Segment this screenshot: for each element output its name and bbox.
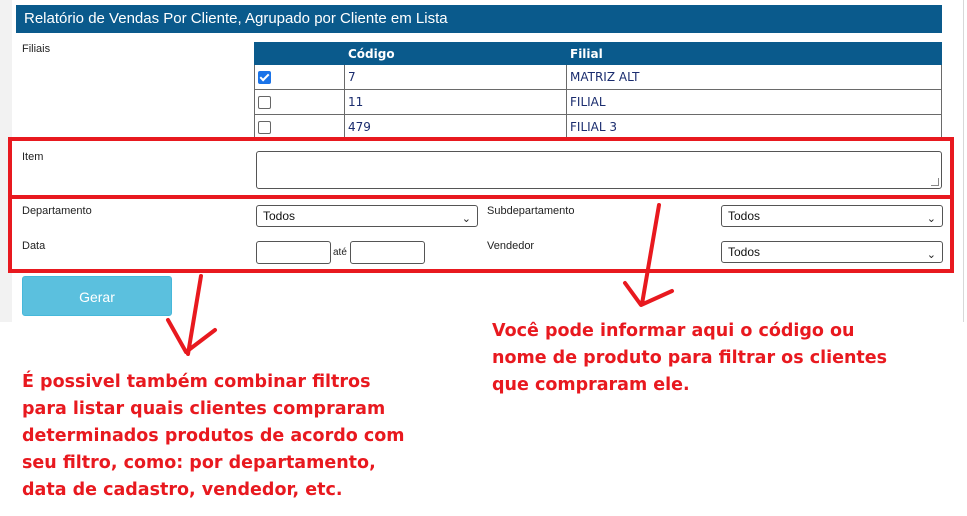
item-annotation — [492, 318, 887, 399]
chevron-down-icon: ⌄ — [461, 213, 471, 225]
codigo-cell: 7 — [345, 65, 567, 90]
item-annotation-line: nome de produto para filtrar os clientes — [492, 348, 888, 368]
filial-cell: FILIAL 3 — [567, 115, 942, 140]
report-title: Relatório de Vendas Por Cliente, Agrupado por Cliente em Lista — [16, 5, 942, 33]
gerar-button[interactable]: Gerar — [22, 276, 172, 316]
subdepartamento-value: Todos — [728, 209, 761, 223]
filial-cell: MATRIZ ALT — [567, 65, 942, 90]
arrow-line-right — [642, 205, 659, 304]
filters-annotation-line: É possivel também combinar filtros — [22, 372, 371, 392]
item-annotation-line: Você pode informar aqui o código ou — [492, 321, 855, 341]
data-label: Data — [22, 240, 46, 252]
filial-cell: FILIAL — [567, 90, 942, 115]
filters-annotation-line: determinados produtos de acordo com — [22, 426, 405, 446]
chevron-down-icon: ⌄ — [926, 213, 936, 225]
departamento-value: Todos — [263, 209, 296, 223]
chevron-down-icon: ⌄ — [926, 249, 936, 261]
header-codigo: Código — [345, 43, 567, 65]
arrow-head-right — [625, 283, 672, 305]
vendedor-label: Vendedor — [487, 240, 535, 252]
data-separator: até — [333, 247, 347, 258]
header-filial: Filial — [567, 43, 942, 65]
filters-annotation — [22, 369, 404, 504]
subdepartamento-label: Subdepartamento — [487, 205, 575, 217]
filters-annotation-line: seu filtro, como: por departamento, — [22, 453, 376, 473]
codigo-cell: 479 — [345, 115, 567, 140]
filters-annotation-line: para listar quais clientes compraram — [22, 399, 386, 419]
departamento-label: Departamento — [22, 205, 92, 217]
filiais-label: Filiais — [22, 43, 51, 55]
vendedor-value: Todos — [728, 245, 761, 259]
item-annotation-line: que compraram ele. — [492, 375, 690, 395]
item-label: Item — [22, 151, 44, 163]
codigo-cell: 11 — [345, 90, 567, 115]
filters-annotation-line: data de cadastro, vendedor, etc. — [22, 480, 343, 500]
